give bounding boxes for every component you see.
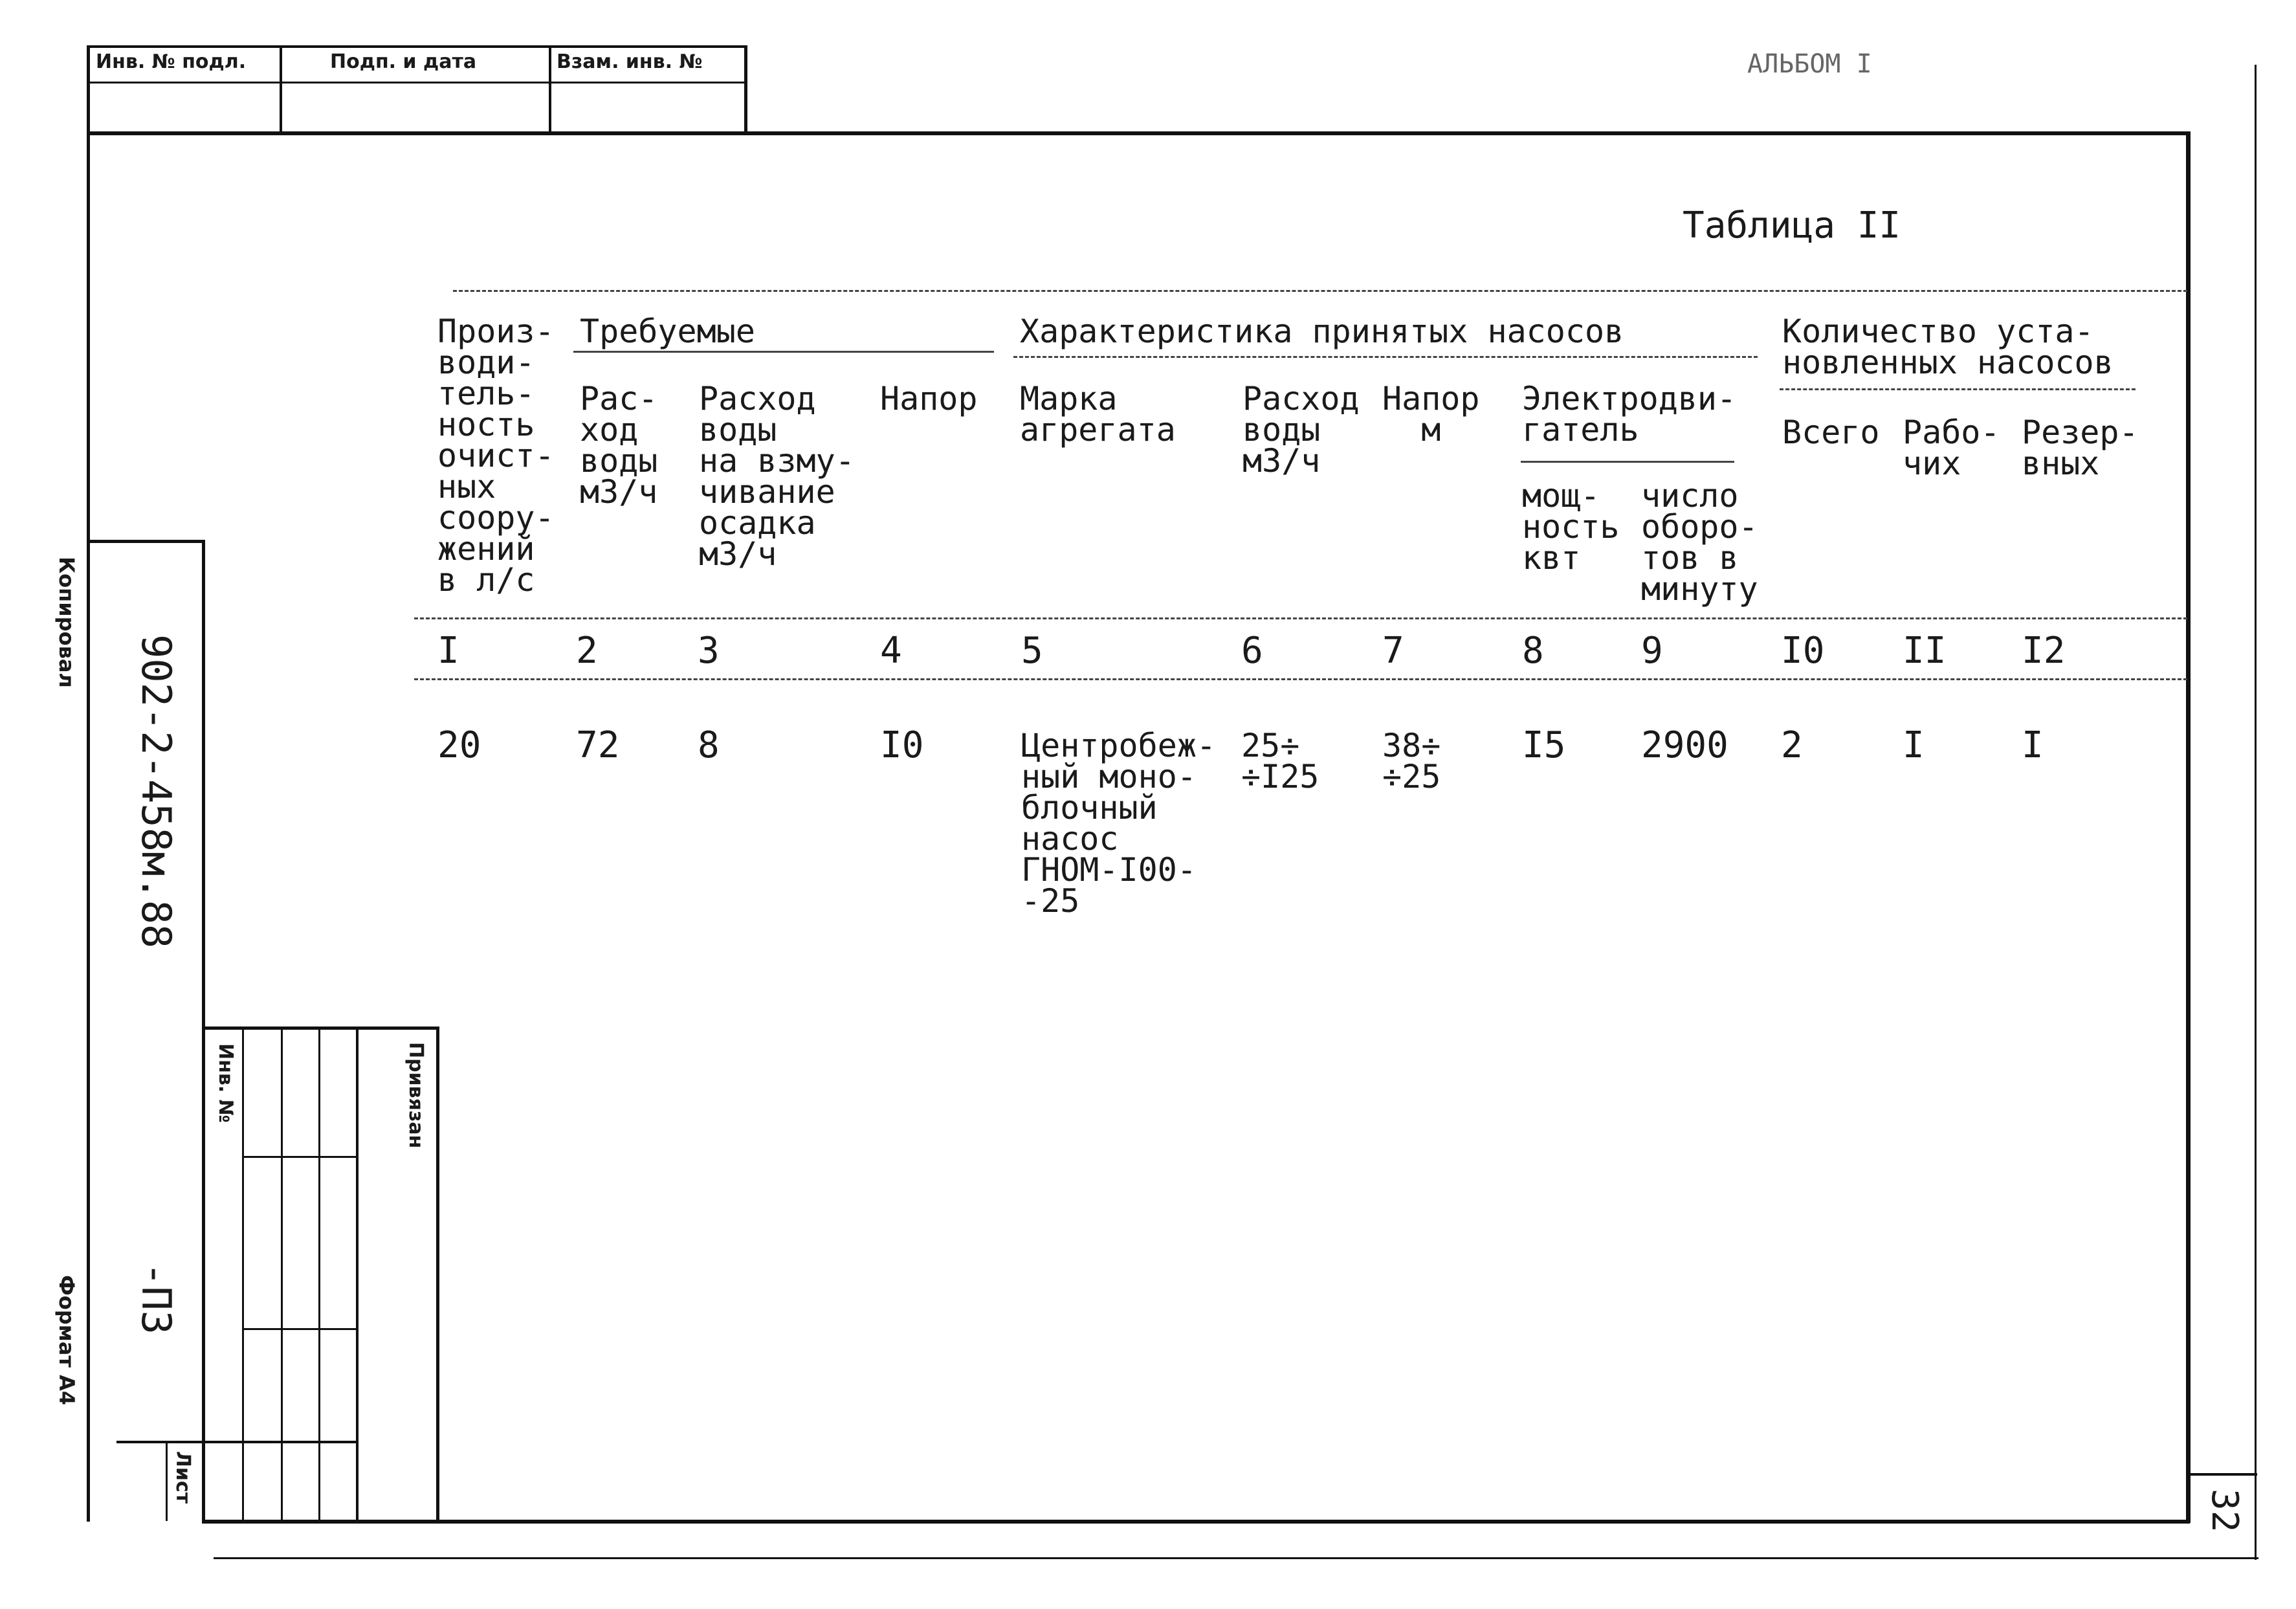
list-label: Лист <box>171 1451 194 1504</box>
stamp-divider <box>744 45 747 133</box>
header-col-2: Рас- ход воды м3/ч <box>580 380 658 511</box>
col-number: 2 <box>576 630 598 672</box>
page-bottom-line <box>214 1557 2258 1559</box>
margin-box-top <box>87 540 204 543</box>
header-col-9: число оборо- тов в минуту <box>1641 477 1758 608</box>
page-right-line <box>2255 65 2257 1560</box>
table-top-rule <box>453 290 2187 292</box>
cell-productivity: 20 <box>437 724 481 766</box>
col-number: 6 <box>1241 630 1263 672</box>
privyazka-col <box>318 1026 320 1522</box>
page-number: 32 <box>2203 1489 2246 1533</box>
privyazka-top <box>202 1026 439 1030</box>
col-number: 7 <box>1382 630 1404 672</box>
privyazka-col <box>281 1026 283 1522</box>
stamp-mid-line <box>87 82 747 83</box>
header-col-10: Всего <box>1782 414 1880 451</box>
col-number: 9 <box>1641 630 1663 672</box>
pumps-rule <box>1013 356 1758 358</box>
header-required: Требуемые <box>580 313 755 350</box>
header-col-6: Расход воды м3/ч <box>1242 380 1360 480</box>
header-col-1: Произ- води- тель- ность очист- ных соору- жений в л/с <box>437 313 555 599</box>
stamp-left-border <box>87 45 90 133</box>
frame-right <box>2186 131 2191 1523</box>
privyazka-col <box>242 1026 244 1522</box>
header-col-12: Резер- вных <box>2022 414 2139 482</box>
motor-rule <box>1521 461 1734 463</box>
privyazan-label: Привязан <box>404 1042 427 1149</box>
frame-bottom <box>203 1520 2190 1524</box>
numbers-bottom-rule <box>414 678 2187 680</box>
frame-top <box>87 131 2190 135</box>
stamp-vzam-inv: Взам. инв. № <box>557 50 703 73</box>
cell-water-flow: 72 <box>576 724 620 766</box>
col-number: 3 <box>698 630 720 672</box>
header-col-4: Напор <box>880 380 978 417</box>
privyazka-right <box>436 1026 439 1522</box>
cell-reserve-pumps: I <box>2022 724 2044 766</box>
list-divider <box>166 1441 168 1521</box>
privyazka-row <box>116 1441 357 1443</box>
album-label: АЛЬБОМ I <box>1747 49 1872 79</box>
stamp-top-line <box>87 45 747 48</box>
header-bottom-rule <box>414 617 2187 619</box>
col-number: I2 <box>2022 630 2066 672</box>
inv-no-label: Инв. № <box>214 1043 237 1123</box>
cell-sludge-flow: 8 <box>698 724 720 766</box>
stamp-divider <box>549 45 551 133</box>
cell-pump-flow: 25÷ ÷I25 <box>1241 727 1319 795</box>
doc-code: 902-2-458м.88 <box>133 634 180 949</box>
count-rule <box>1780 388 2136 390</box>
cell-working-pumps: I <box>1903 724 1925 766</box>
stamp-divider <box>280 45 282 133</box>
header-col-8: мощ- ность квт <box>1522 477 1620 577</box>
header-pumps: Характеристика принятых насосов <box>1020 313 1624 350</box>
col-number: I <box>437 630 459 672</box>
col-number: 8 <box>1522 630 1544 672</box>
table-title: Таблица II <box>1683 205 1901 247</box>
cell-motor-power: I5 <box>1522 724 1566 766</box>
header-motor: Электродви- гатель <box>1522 380 1737 449</box>
col-number: 4 <box>880 630 902 672</box>
col-number: I0 <box>1781 630 1825 672</box>
col-number: II <box>1903 630 1947 672</box>
stamp-inv-podl: Инв. № подл. <box>96 50 247 73</box>
cell-pump-model: Центробеж- ный моно- блочный насос ГНОМ-I00- -25 <box>1021 727 1217 920</box>
frame-left <box>87 131 90 1522</box>
cell-pump-head: 38÷ ÷25 <box>1382 727 1441 795</box>
privyazka-row <box>242 1328 357 1330</box>
stamp-podp-data: Подп. и дата <box>330 50 477 73</box>
header-col-5: Марка агрегата <box>1020 380 1176 449</box>
page-box-top <box>2186 1473 2257 1476</box>
doc-part: -ПЗ <box>133 1262 180 1335</box>
format-label: Формат А4 <box>54 1275 79 1406</box>
header-col-7: Напор м <box>1382 380 1480 449</box>
privyazka-col <box>356 1026 359 1522</box>
privyazka-row <box>242 1156 357 1158</box>
margin-box-right <box>202 540 205 1524</box>
required-rule <box>573 351 994 353</box>
col-number: 5 <box>1021 630 1043 672</box>
header-count: Количество уста- новленных насосов <box>1782 313 2114 381</box>
header-col-3: Расход воды на взму- чивание осадка м3/ч <box>699 380 855 573</box>
kopiroval-label: Копировал <box>54 557 79 688</box>
header-col-11: Рабо- чих <box>1903 414 2000 482</box>
cell-head: I0 <box>880 724 924 766</box>
cell-motor-rpm: 2900 <box>1641 724 1728 766</box>
cell-total-pumps: 2 <box>1781 724 1803 766</box>
